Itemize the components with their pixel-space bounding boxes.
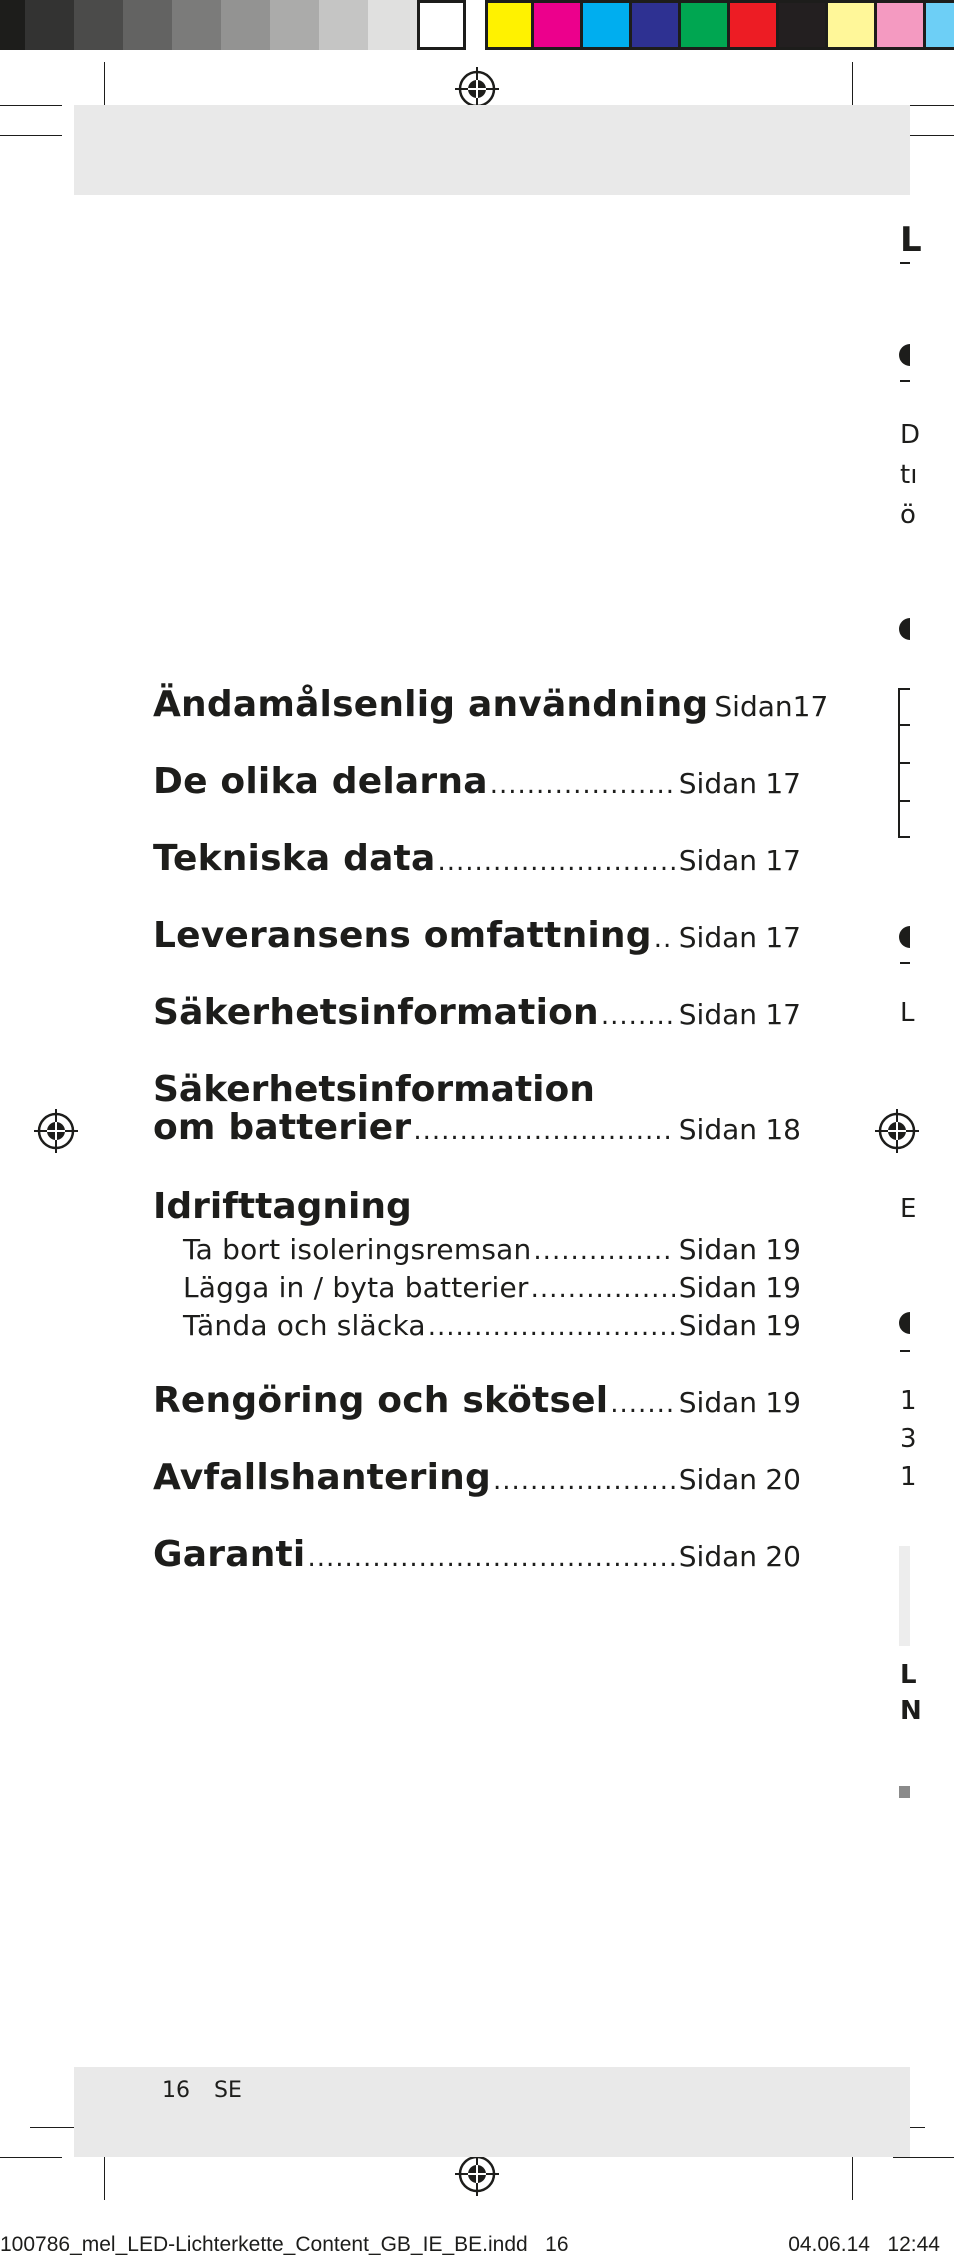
toc-subentry-title: Lägga in / byta batterier <box>183 1271 529 1304</box>
toc-page-label: Sidan <box>678 844 757 877</box>
facing-page-text: E <box>900 1194 917 1224</box>
toc-entry-title: De olika delarna <box>153 761 488 802</box>
process-color-swatch <box>485 0 534 50</box>
facing-page-text: 1 <box>900 1386 917 1416</box>
toc-page-number: 20 <box>765 1463 801 1496</box>
toc-subentry-title: Tända och släcka <box>183 1309 426 1342</box>
facing-page-text: L <box>900 998 915 1028</box>
toc-leader <box>601 1001 675 1031</box>
toc-page-label: Sidan <box>678 1309 757 1342</box>
toc-page-label: Sidan <box>678 1386 757 1419</box>
facing-page-box <box>899 1546 910 1646</box>
gray-swatch <box>172 0 221 50</box>
toc-entry[interactable] <box>153 761 801 802</box>
toc-page-number: 19 <box>765 1233 801 1266</box>
facing-page-text: tı <box>900 460 918 490</box>
toc-entry-title: Säkerhetsinformation <box>153 992 599 1033</box>
toc-page-label: Sidan <box>678 1540 757 1573</box>
facing-page-rule <box>900 1350 910 1352</box>
registration-mark-icon <box>455 2152 499 2196</box>
facing-page-rule <box>898 800 910 802</box>
crop-mark <box>0 105 62 106</box>
toc-page-label: Sidan <box>678 998 757 1031</box>
toc-page-number: 19 <box>765 1386 801 1419</box>
toc-entry-title: Avfallshantering <box>153 1457 491 1498</box>
toc-entry-title: om batterier <box>153 1107 412 1148</box>
crop-mark <box>893 2157 954 2158</box>
toc-entry[interactable] <box>153 992 801 1033</box>
color-control-bar <box>0 0 954 50</box>
toc-page-number: 19 <box>765 1309 801 1342</box>
toc-section-title[interactable]: Idrifttagning <box>153 1186 412 1227</box>
toc-leader <box>610 1389 675 1419</box>
toc-entry-title: Rengöring och skötsel <box>153 1380 609 1421</box>
registration-mark-icon <box>34 1109 78 1153</box>
toc-subentry[interactable] <box>183 1233 801 1266</box>
toc-entry[interactable] <box>153 838 801 879</box>
process-color-swatch <box>779 0 828 50</box>
toc-entry[interactable] <box>153 684 829 725</box>
process-color-swatch <box>926 0 954 50</box>
facing-page-text: N <box>900 1696 922 1726</box>
toc-leader <box>437 847 674 877</box>
facing-page-bullet <box>899 618 910 640</box>
gray-swatch <box>319 0 368 50</box>
toc-page-number: 17 <box>765 844 801 877</box>
file-slug: 100786_mel_LED-Lichterkette_Content_GB_IE_BE.indd 16 <box>0 2233 569 2256</box>
footer-band <box>74 2067 910 2157</box>
crop-mark <box>104 2152 105 2200</box>
toc-subentry[interactable] <box>183 1271 801 1304</box>
toc-entry[interactable] <box>153 1107 801 1148</box>
page-number: 16 <box>162 2078 190 2103</box>
crop-mark <box>0 2157 62 2158</box>
facing-page-rule <box>898 688 910 690</box>
toc-page-label: Sidan <box>678 921 757 954</box>
facing-page-rule <box>898 762 910 764</box>
toc-page-label: Sidan <box>678 1463 757 1496</box>
gray-swatch <box>123 0 172 50</box>
facing-page-text: ö <box>900 500 916 530</box>
toc-page-number: 20 <box>765 1540 801 1573</box>
gray-swatch <box>221 0 270 50</box>
facing-page-rule <box>900 262 910 264</box>
facing-page-rule <box>898 836 910 838</box>
toc-page-label: Sidan <box>678 767 757 800</box>
toc-page-number: 17 <box>765 998 801 1031</box>
crop-mark <box>0 135 62 136</box>
toc-page-number: 17 <box>765 767 801 800</box>
toc-page-label: Sidan <box>678 1233 757 1266</box>
toc-page-number: 18 <box>765 1113 801 1146</box>
date-slug: 04.06.14 12:44 <box>788 2233 940 2256</box>
crop-mark <box>104 62 105 108</box>
toc-entry[interactable] <box>153 1457 801 1498</box>
toc-page-number: 17 <box>765 921 801 954</box>
toc-entry-title: Garanti <box>153 1534 306 1575</box>
process-color-swatch <box>632 0 681 50</box>
gray-swatch <box>74 0 123 50</box>
process-color-swatch <box>681 0 730 50</box>
crop-mark <box>852 62 853 108</box>
registration-mark-icon <box>875 1109 919 1153</box>
process-color-swatch <box>730 0 779 50</box>
facing-page-bullet <box>899 344 910 366</box>
gray-swatch <box>417 0 466 50</box>
facing-page-text: D <box>900 420 921 450</box>
facing-page-rule <box>900 380 910 382</box>
facing-page-text: 1 <box>900 1462 917 1492</box>
toc-page-label: Sidan <box>678 1113 757 1146</box>
toc-leader <box>490 770 675 800</box>
process-color-swatch <box>877 0 926 50</box>
process-color-swatch <box>828 0 877 50</box>
toc-entry-title: Leveransens omfattning <box>153 915 652 956</box>
toc-page-label: Sidan <box>678 1271 757 1304</box>
toc-leader <box>654 924 675 954</box>
facing-page-text: 3 <box>900 1424 917 1454</box>
facing-page-rule <box>900 962 910 964</box>
toc-page-label: Sidan <box>714 690 793 723</box>
gray-swatch <box>270 0 319 50</box>
gray-swatch <box>368 0 417 50</box>
toc-entry-title: Ändamålsenlig användning <box>153 684 709 725</box>
facing-page-square <box>899 1786 910 1798</box>
toc-entry[interactable] <box>153 1534 801 1575</box>
toc-page-number: 17 <box>792 690 829 723</box>
facing-page-bullet <box>899 926 910 948</box>
toc-leader <box>428 1312 675 1342</box>
process-color-swatch <box>534 0 583 50</box>
toc-leader <box>307 1543 674 1573</box>
process-color-swatch <box>583 0 632 50</box>
facing-page-bullet <box>899 1312 910 1334</box>
toc-leader <box>533 1236 674 1266</box>
gray-swatch <box>25 0 74 50</box>
crop-mark <box>852 2152 853 2200</box>
toc-entry-title: Tekniska data <box>153 838 436 879</box>
toc-leader <box>531 1274 675 1304</box>
toc-entry[interactable] <box>153 915 801 956</box>
toc-entry-title: Säkerhetsinformation <box>153 1069 595 1110</box>
toc-leader <box>413 1116 674 1146</box>
header-band <box>74 105 910 195</box>
toc-leader <box>493 1466 675 1496</box>
gray-swatch <box>0 0 25 50</box>
toc-subentry[interactable] <box>183 1309 801 1342</box>
toc-entry[interactable] <box>153 1380 801 1421</box>
facing-page-text: L <box>900 220 922 260</box>
toc-page-number: 19 <box>765 1271 801 1304</box>
facing-page-text: L <box>900 1660 917 1690</box>
facing-page-rule <box>898 724 910 726</box>
toc-subentry-title: Ta bort isoleringsremsan <box>183 1233 532 1266</box>
language-code: SE <box>214 2078 242 2103</box>
